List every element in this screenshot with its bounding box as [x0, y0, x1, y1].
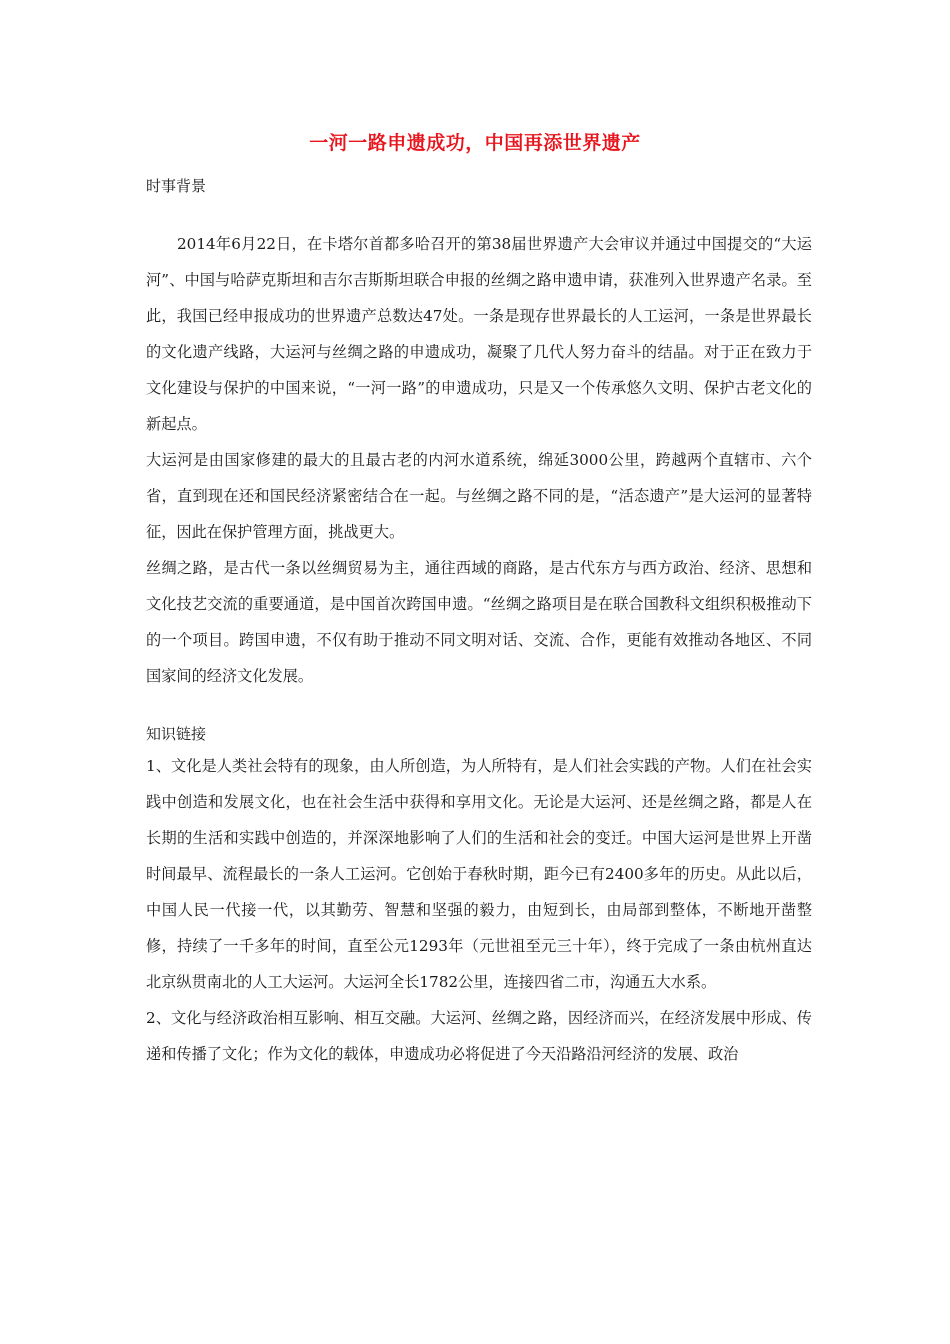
document-title: 一河一路申遗成功，中国再添世界遗产 [309, 132, 641, 154]
background-paragraph-2: 大运河是由国家修建的最大的且最古老的内河水道系统，绵延3000公里，跨越两个直辖市、六个省，直到现在还和国民经济紧密结合在一起。与丝绸之路不同的是，“活态遗产”是大运河的显著特征，因此在保护管理方面，挑战更大。 [146, 451, 812, 541]
background-heading: 时事背景 [146, 177, 207, 195]
document-body [146, 172, 812, 1072]
knowledge-paragraph-1: 1、文化是人类社会特有的现象，由人所创造，为人所特有，是人们社会实践的产物。人们在社会实践中创造和发展文化，也在社会生活中获得和享用文化。无论是大运河、还是丝绸之路，都是人在长期的生活和实践中创造的，并深深地影响了人们的生活和社会的变迁。中国大运河是世界上开凿时间最早、流程最长的一条人工运河。它创始于春秋时期，距今已有2400多年的历史。从此以后，中国人民一代接一代，以其勤劳、智慧和坚强的毅力，由短到长，由局部到整体，不断地开凿整修，持续了一千多年的时间，直至公元1293年（元世祖至元三十年），终于完成了一条由杭州直达北京纵贯南北的人工大运河。大运河全长1782公里，连接四省二市，沟通五大水系。 [146, 757, 812, 991]
knowledge-heading: 知识链接 [146, 725, 207, 743]
spacer [146, 694, 812, 720]
background-paragraph-1: 2014年6月22日，在卡塔尔首都多哈召开的第38届世界遗产大会审议并通过中国提交的“大运河”、中国与哈萨克斯坦和吉尔吉斯斯坦联合申报的丝绸之路申遗申请，获准列入世界遗产名录。至此，我国已经申报成功的世界遗产总数达47处。一条是现存世界最长的人工运河，一条是世界最长的文化遗产线路，大运河与丝绸之路的申遗成功，凝聚了几代人努力奋斗的结晶。对于正在致力于文化建设与保护的中国来说，“一河一路”的申遗成功，只是又一个传承悠久文明、保护古老文化的新起点。 [146, 235, 812, 433]
spacer [146, 200, 812, 226]
knowledge-paragraph-2: 2、文化与经济政治相互影响、相互交融。大运河、丝绸之路，因经济而兴，在经济发展中形成、传递和传播了文化；作为文化的载体，申遗成功必将促进了今天沿路沿河经济的发展、政治 [146, 1009, 812, 1063]
background-paragraph-3: 丝绸之路，是古代一条以丝绸贸易为主，通往西域的商路，是古代东方与西方政治、经济、思想和文化技艺交流的重要通道，是中国首次跨国申遗。“丝绸之路项目是在联合国教科文组织积极推动下的一个项目。跨国申遗，不仅有助于推动不同文明对话、交流、合作，更能有效推动各地区、不同国家间的经济文化发展。 [146, 559, 812, 685]
